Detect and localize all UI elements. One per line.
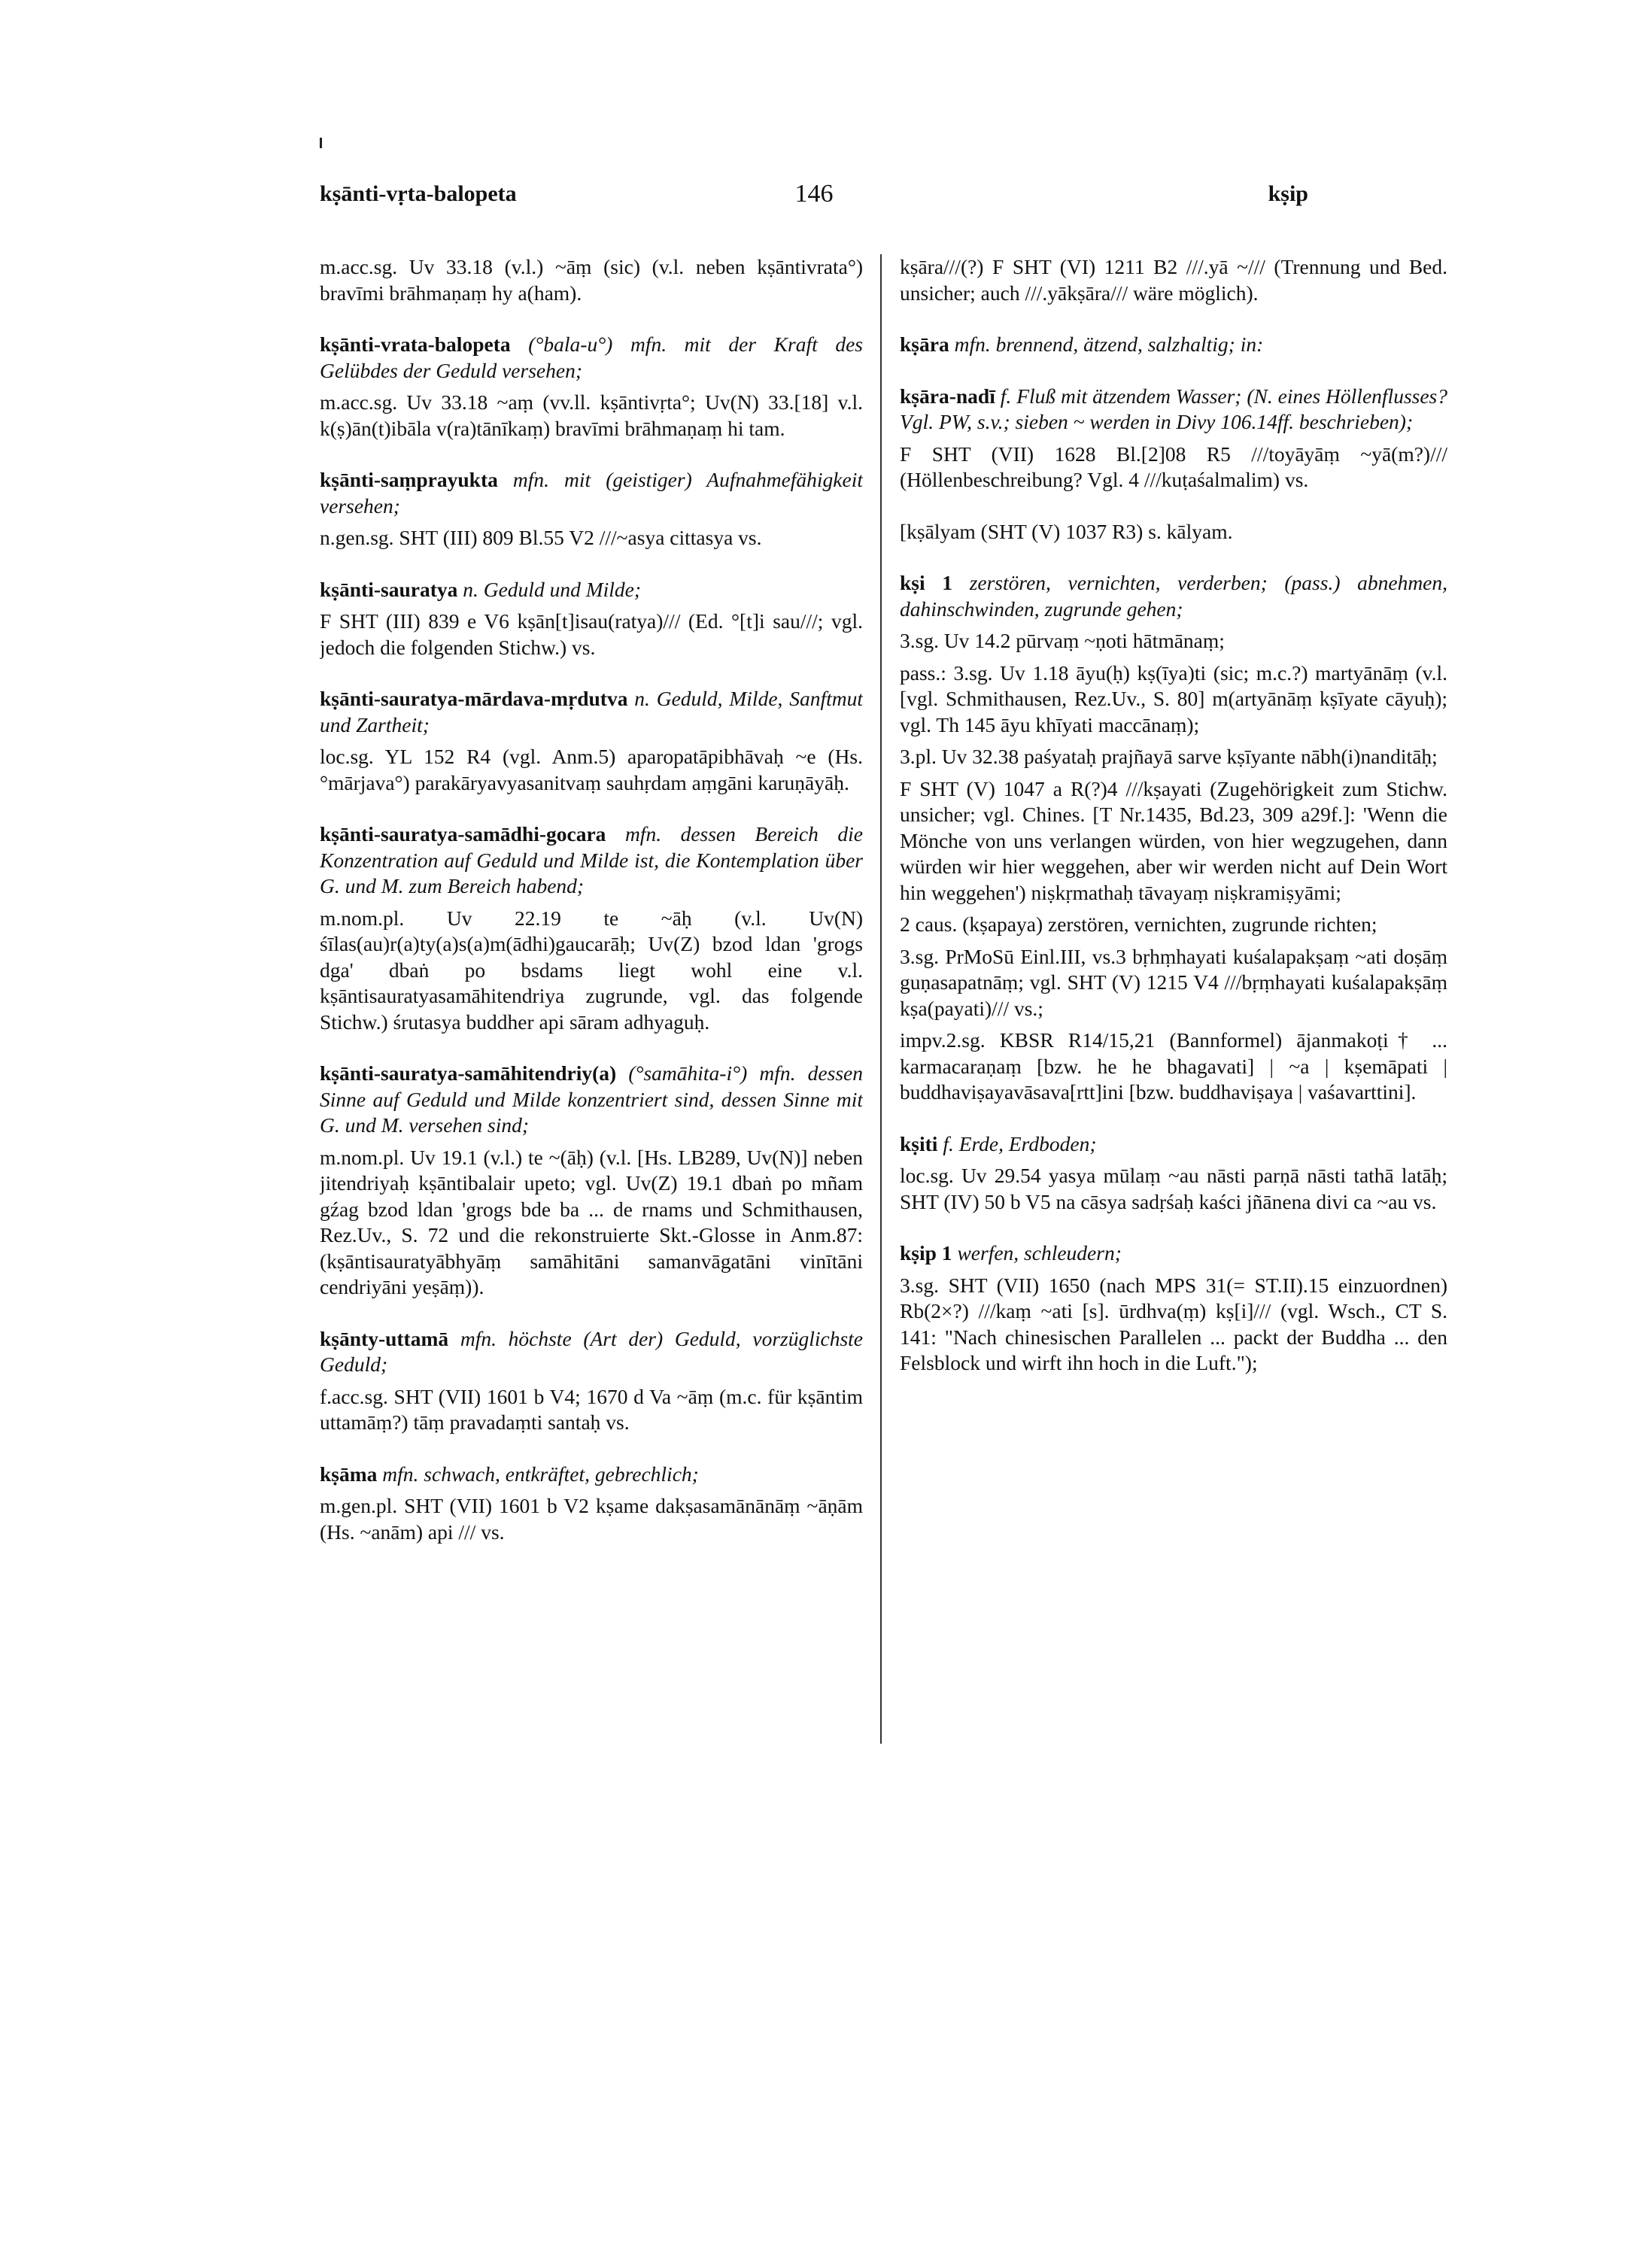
citation: 3.sg. SHT (VII) 1650 (nach MPS 31(= ST.II).15 einzuordnen) Rb(2×?) ///kaṃ ~ati [s]. ūrdhva(ṃ) kṣ[i]/// (vgl. Wsch., CT S. 141: "Nach chinesischen Parallelen ... packt der Buddha ... den Felsblock und wirft ihn hoch in die Luft."); [900, 1273, 1447, 1374]
entry-head [320, 1462, 863, 1488]
lemma: kṣānty-uttamā [320, 1326, 449, 1350]
lemma: kṣānti-sauratya-samāhitendriy(a) [320, 1061, 617, 1085]
citation: kṣāra///(?) F SHT (VI) 1211 B2 ///.yā ~/// (Trennung und Bed. unsicher; auch ///.yākṣāra/// wäre möglich). [900, 255, 1447, 305]
definition: zerstören, vernichten, verderben; (pass.) abnehmen, dahinschwinden, zugrunde gehen; [900, 571, 1447, 621]
dictionary-entry [900, 332, 1447, 358]
dictionary-entry [320, 332, 863, 442]
column-divider [880, 254, 882, 1744]
citation: F SHT (V) 1047 a R(?)4 ///kṣayati (Zugehörigkeit zum Stichw. unsicher; vgl. Chines. [T Nr.1435, Bd.23, 309 a29f.]: 'Wenn die Mönche von uns verlangen würden, von hier wegzugehen, dann würden wir hier weggehen, aber wir werden nicht auf Dein Wort hin weggehen') niṣkṛmathaḥ tāvayaṃ niṣkramiṣyāmi; [900, 776, 1447, 904]
entry-head [320, 1326, 863, 1378]
citation: 3.pl. Uv 32.38 paśyataḥ prajñayā sarve kṣīyante nābh(i)nanditāḥ; [900, 745, 1438, 768]
entry-head [900, 1240, 1447, 1267]
dictionary-entry [320, 1061, 863, 1301]
right-column [900, 254, 1447, 2203]
citation: m.nom.pl. Uv 19.1 (v.l.) te ~(āḥ) (v.l. [Hs. LB289, Uv(N)] neben jitendriyaḥ kṣāntibalair upeto; vgl. Uv(Z) 19.1 dbaṅ po mñam gźag bzod ldan 'grogs bde ba ... de rnams und Schmithausen, Rez.Uv., S. 72 und die rekonstruierte Skt.-Glosse in Anm.87: (kṣāntisauratyābhyāṃ samāhitāni samanvāgatāni vinītāni cendriyāni yeṣāṃ)). [320, 1145, 863, 1298]
citation: F SHT (VII) 1628 Bl.[2]08 R5 ///toyāyāṃ ~yā(m?)/// (Höllenbeschreibung? Vgl. 4 ///kuṭaśalmalim) vs. [900, 442, 1447, 491]
entry-head [900, 384, 1447, 436]
definition: mfn. dessen Bereich die Konzentration auf Geduld und Milde ist, die Kontemplation über G. und M. zum Bereich habend; [320, 822, 863, 897]
entry-head [320, 821, 863, 900]
definition: f. Fluß mit ätzendem Wasser; (N. eines Höllenflusses? Vgl. PW, s.v.; sieben ~ werden in Divy 106.14ff. beschrieben); [900, 384, 1447, 433]
page-number: 146 [794, 180, 834, 208]
entry-head [900, 1131, 1447, 1158]
definition: (°samāhita-i°) mfn. dessen Sinne auf Geduld und Milde konzentriert sind, dessen Sinne mit G. und M. versehen sind; [320, 1061, 863, 1137]
citation: m.nom.pl. Uv 22.19 te ~āḥ (v.l. Uv(N) śīlas(au)r(a)ty(a)s(a)m(ādhi)gaucarāḥ; Uv(Z) bzod ldan 'grogs dga' dbaṅ po bsdams liegt wohl eine v.l. kṣāntisauratyasamāhitendriya zugrunde, vgl. das folgende Stichw.) śrutasya buddher api sāram adhyaguḥ. [320, 906, 863, 1034]
citation: 3.sg. PrMoSū Einl.III, vs.3 bṛhṃhayati kuśalapakṣaṃ ~ati doṣāṃ guṇasapatnāṃ; vgl. SHT (V) 1215 V4 ///bṛṃhayati kuśalapakṣāṃ kṣa(payati)/// vs.; [900, 944, 1447, 1020]
entry-head [320, 467, 863, 519]
dictionary-entry [320, 686, 863, 796]
citation: 3.sg. Uv 14.2 pūrvaṃ ~ṇoti hātmānaṃ; [900, 629, 1225, 652]
definition: mfn. schwach, entkräftet, gebrechlich; [382, 1462, 699, 1486]
lemma: kṣānti-sauratya [320, 577, 458, 601]
dictionary-entry [900, 1131, 1447, 1216]
dictionary-entry [320, 467, 863, 551]
stray-mark [320, 138, 322, 148]
lemma: kṣāra [900, 332, 949, 356]
entry-head [320, 332, 863, 384]
lemma: kṣānti-sauratya-mārdava-mṛdutva [320, 687, 628, 710]
dictionary-entry [320, 577, 863, 661]
entry-head [900, 332, 1447, 358]
citation: F SHT (III) 839 e V6 kṣān[t]isau(ratya)/// (Ed. °[t]i sau///; vgl. jedoch die folgenden Stichw.) vs. [320, 609, 863, 659]
definition: mfn. mit (geistiger) Aufnahmefähigkeit versehen; [320, 468, 863, 518]
citation: n.gen.sg. SHT (III) 809 Bl.55 V2 ///~asya cittasya vs. [320, 526, 762, 549]
entry-head [900, 570, 1447, 622]
running-head [320, 179, 1308, 209]
lemma: kṣāra-nadī [900, 384, 995, 408]
header-right-headword: kṣip [1268, 181, 1308, 206]
lemma: kṣānti-vrata-balopeta [320, 332, 511, 356]
lemma: kṣi 1 [900, 571, 953, 594]
dictionary-entry [900, 519, 1447, 545]
dictionary-entry [900, 570, 1447, 1106]
sense-heading: 2 caus. (kṣapaya) zerstören, vernichten, zugrunde richten; [900, 912, 1377, 936]
lemma: kṣāma [320, 1462, 378, 1486]
lemma: kṣānti-saṃprayukta [320, 468, 498, 491]
citation: loc.sg. YL 152 R4 (vgl. Anm.5) aparopatāpibhāvaḥ ~e (Hs. °mārjava°) parakāryavyasanitvaṃ sauhṛdam aṃgāni karuṇāyāḥ. [320, 745, 863, 794]
definition: n. Geduld, Milde, Sanftmut und Zartheit; [320, 687, 863, 736]
citation: m.acc.sg. Uv 33.18 (v.l.) ~āṃ (sic) (v.l. neben kṣāntivrata°) bravīmi brāhmaṇaṃ hy a(ham). [320, 255, 863, 305]
definition: (°bala-u°) mfn. mit der Kraft des Gelübdes der Geduld versehen; [320, 332, 863, 382]
definition: mfn. brennend, ätzend, salzhaltig; in: [954, 332, 1264, 356]
citation: [kṣālyam (SHT (V) 1037 R3) s. kālyam. [900, 519, 1233, 543]
definition: f. Erde, Erdboden; [943, 1131, 1097, 1155]
citation: loc.sg. Uv 29.54 yasya mūlaṃ ~au nāsti parṇā nāsti tathā latāḥ; SHT (IV) 50 b V5 na cāsya sadṛśaḥ kaści jñānena divi ca ~au vs. [900, 1164, 1447, 1213]
entry-head [320, 577, 863, 603]
definition: mfn. höchste (Art der) Geduld, vorzüglichste Geduld; [320, 1326, 863, 1376]
definition: werfen, schleudern; [957, 1241, 1122, 1265]
header-left-headword: kṣānti-vṛta-balopeta [320, 181, 517, 206]
citation: f.acc.sg. SHT (VII) 1601 b V4; 1670 d Va ~āṃ (m.c. für kṣāntim uttamāṃ?) tāṃ pravadaṃti santaḥ vs. [320, 1384, 863, 1434]
entry-head [320, 1061, 863, 1139]
left-column [320, 254, 863, 2203]
dictionary-entry [900, 254, 1447, 306]
citation: impv.2.sg. KBSR R14/15,21 (Bannformel) ājanmakoṭi† ... karmacaraṇaṃ [bzw. he he bhagavati] | ~a | kṣemāpati | buddhaviṣayavāsava[rtt]ini [bzw. buddhaviṣaya | vaśavarttini]. [900, 1028, 1447, 1104]
dictionary-entry [320, 1326, 863, 1436]
dictionary-entry [900, 384, 1447, 493]
dictionary-entry [320, 821, 863, 1035]
citation: m.acc.sg. Uv 33.18 ~aṃ (vv.ll. kṣāntivṛta°; Uv(N) 33.[18] v.l. k(ṣ)ān(t)ibāla v(ra)tānīkaṃ) bravīmi brāhmaṇaṃ hi tam. [320, 390, 863, 440]
definition: n. Geduld und Milde; [463, 577, 641, 601]
lemma: kṣiti [900, 1131, 938, 1155]
dictionary-entry [320, 1462, 863, 1546]
citation: pass.: 3.sg. Uv 1.18 āyu(ḥ) kṣ(īya)ti (sic; m.c.?) martyānāṃ (v.l. [vgl. Schmithausen, Rez.Uv., S. 80] m(artyānāṃ kṣīyate cāyuḥ); vgl. Th 145 āyu khīyati maccānaṃ); [900, 660, 1447, 736]
dictionary-entry [900, 1240, 1447, 1377]
citation: m.gen.pl. SHT (VII) 1601 b V2 kṣame dakṣasamānānāṃ ~āṇām (Hs. ~anām) api /// vs. [320, 1494, 863, 1544]
lemma: kṣip 1 [900, 1241, 952, 1265]
entry-head [320, 686, 863, 738]
lemma: kṣānti-sauratya-samādhi-gocara [320, 822, 606, 846]
dictionary-entry [320, 254, 863, 306]
